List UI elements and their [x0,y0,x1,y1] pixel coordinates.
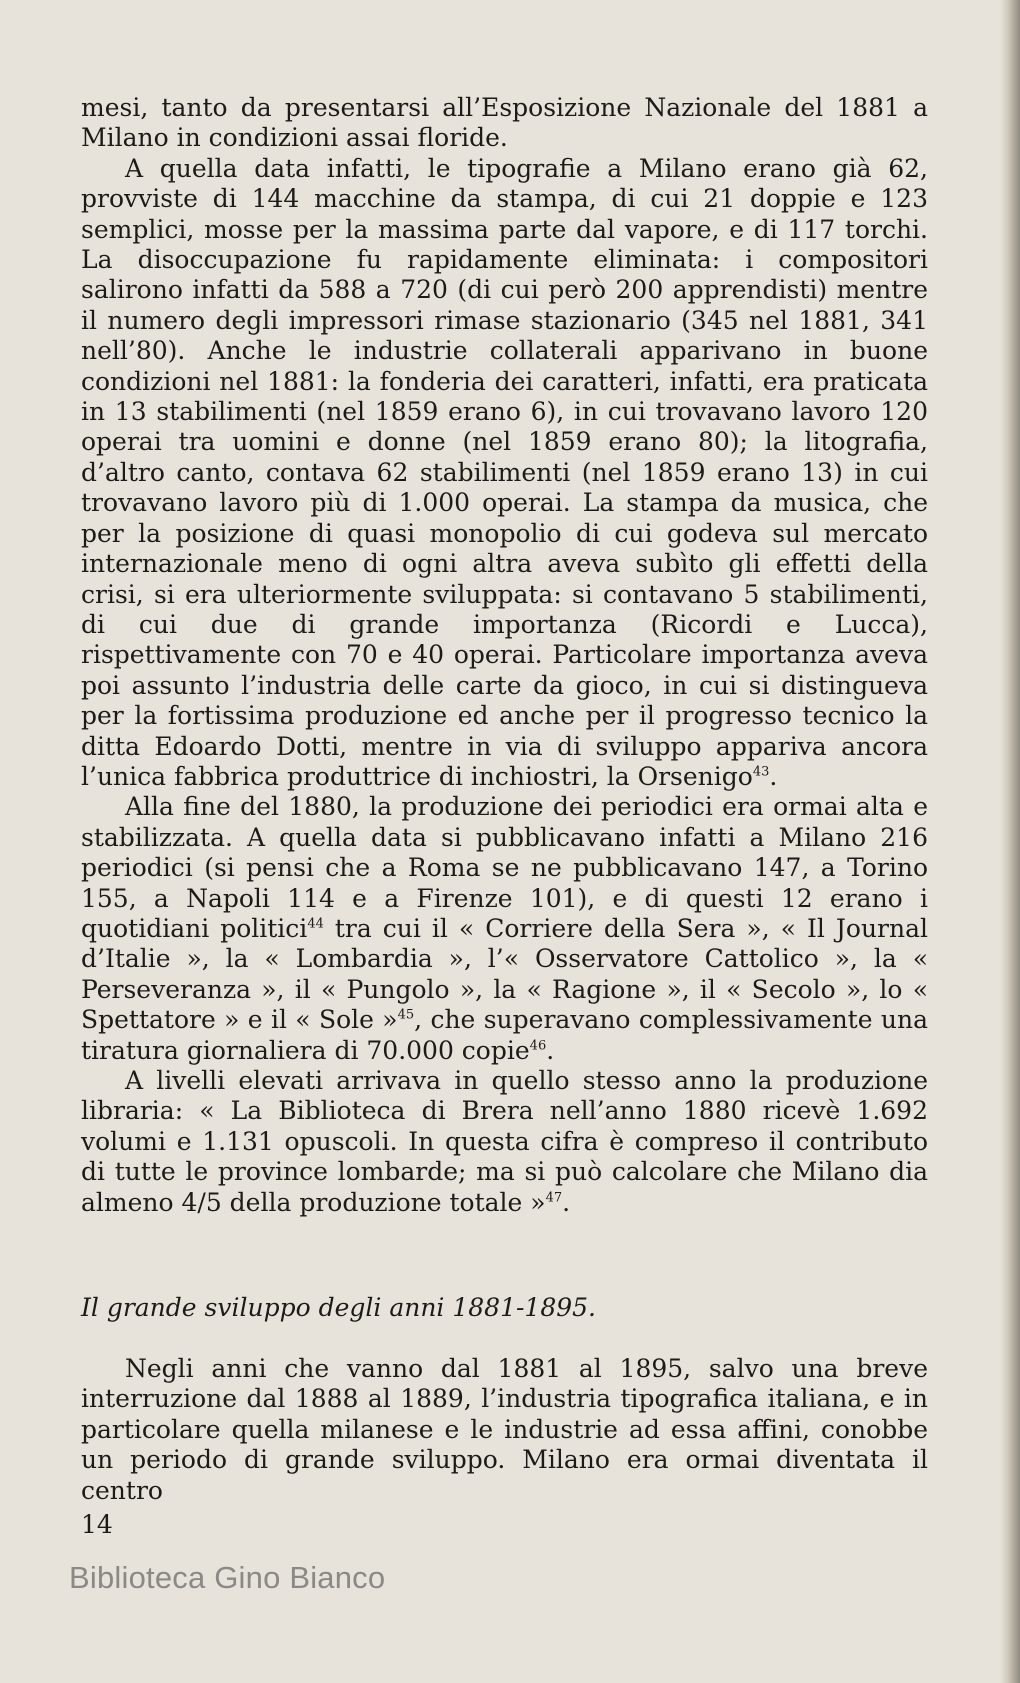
paragraph-3-end: . [546,1035,555,1065]
paragraph-1 [81,93,928,154]
paragraph-3 [81,792,928,1066]
paragraph-2-text: A quella data infatti, le tipografie a Milano erano già 62, provviste di 144 macchine da stampa, di cui 21 doppie e 123 semplici, mosse per la massima parte dal vapore, e di 117 torchi. La disoccupazione fu rapidamente eliminata: i compositori salirono infatti da 588 a 720 (di cui però 200 apprendisti) mentre il numero degli impressori rimase stazionario (345 nel 1881, 341 nell’80). Anche le industrie collaterali apparivano in buone condizioni nel 1881: la fonderia dei caratteri, infatti, era praticata in 13 stabilimenti (nel 1859 erano 6), in cui trovavano lavoro 120 operai tra uomini e donne (nel 1859 erano 80); la litografia, d’altro canto, contava 62 stabilimenti (nel 1859 erano 13) in cui trovavano lavoro più di 1.000 operai. La stampa da musica, che per la posizione di quasi monopolio di cui godeva sul mercato internazionale meno di ogni altra aveva subìto gli effetti della crisi, si era ulteriormente sviluppata: si contavano 5 stabilimenti, di cui due di grande importanza (Ricordi e Lucca), rispettivamente con 70 e 40 operai. Particolare importanza aveva poi assunto l’industria delle carte da gioco, in cui si distingueva per la fortissima produzione ed anche per il progresso tecnico la ditta Edoardo Dotti, mentre in via di sviluppo appariva ancora l’unica fabbrica produttrice di inchiostri, la Orsenigo [81,153,928,791]
footnote-ref-44: 44 [307,916,324,932]
paragraph-4 [81,1066,928,1218]
section-body-text [81,1354,928,1506]
page-number: 14 [81,1510,113,1539]
paragraph-3-text-a: Alla fine del 1880, la produzione dei periodici era ormai alta e stabilizzata. A quella data si pubblicavano infatti a Milano 216 periodici (si pensi che a Roma se ne pubblicavano 147, a Torino 155, a Napoli 114 e a Firenze 101), e di questi 12 erano i quotidiani politici [81,792,928,943]
paragraph-2 [81,154,928,793]
library-watermark: Biblioteca Gino Bianco [69,1560,386,1595]
section-title: Il grande sviluppo degli anni 1881-1895. [81,1293,597,1322]
paragraph-4-end: . [562,1187,571,1217]
paragraph-3-text-c: , che superavano complessivamente una tiratura giornaliera di 70.000 copie [81,1005,928,1065]
paragraph-4-text: A livelli elevati arrivava in quello stesso anno la produzione libraria: « La Biblioteca di Brera nell’anno 1880 ricevè 1.692 volumi e 1.131 opuscoli. In questa cifra è compreso il contributo di tutte le province lombarde; ma si può calcolare che Milano dia almeno 4/5 della produzione totale » [81,1066,928,1217]
section-paragraph: Negli anni che vanno dal 1881 al 1895, salvo una breve interruzione dal 1888 al 1889, l’industria tipografica italiana, e in particolare quella milanese e le industrie ad essa affini, conobbe un periodo di grande sviluppo. Milano era ormai diventata il centro [81,1354,928,1505]
book-spine-shadow [1000,0,1020,1683]
paragraph-3-text-b: tra cui il « Corriere della Sera », « Il Journal d’Italie », la « Lombardia », l’« Osservatore Cattolico », la « Perseveranza », il « Pungolo », la « Ragione », il « Secolo », lo « Spettatore » e il « Sole » [81,913,929,1035]
footnote-ref-43: 43 [752,764,770,780]
footnote-ref-47: 47 [545,1190,563,1206]
paragraph-2-end: . [769,761,778,791]
footnote-ref-46: 46 [529,1038,547,1054]
paragraph-1-text: mesi, tanto da presentarsi all’Esposizione Nazionale del 1881 a Milano in condizioni assai floride. [81,93,928,153]
body-text [81,93,928,1218]
footnote-ref-45: 45 [397,1007,415,1023]
